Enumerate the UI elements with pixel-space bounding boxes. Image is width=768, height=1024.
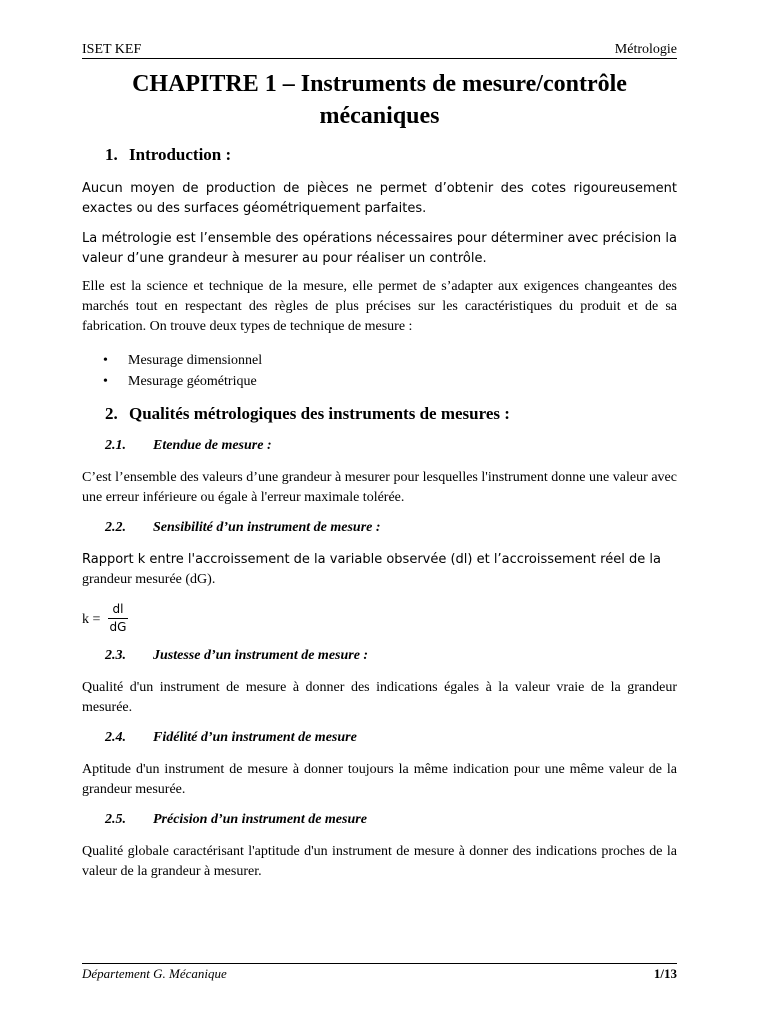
chapter-title-line1: CHAPITRE 1 – Instruments de mesure/contrôle bbox=[132, 71, 627, 97]
formula-fraction bbox=[108, 602, 128, 635]
subsection-2-3-heading: 2.3. Justesse d’un instrument de mesure : bbox=[105, 648, 369, 663]
intro-paragraph-1: Aucun moyen de production de pièces ne permet d’obtenir des cotes rigoureusement exactes ou des surfaces géométriquement parfaites. bbox=[82, 181, 677, 216]
sensitivity-text-line2: grandeur mesurée (dG). bbox=[82, 572, 216, 587]
list-item-text: Mesurage géométrique bbox=[128, 374, 257, 389]
subsection-2-1-heading: 2.1. Etendue de mesure : bbox=[105, 438, 272, 453]
list-item: • Mesurage dimensionnel bbox=[103, 353, 263, 368]
section-1-title: Introduction : bbox=[129, 145, 232, 164]
footer-department: Département G. Mécanique bbox=[82, 966, 227, 981]
list-item: • Mesurage géométrique bbox=[103, 374, 257, 389]
chapter-title bbox=[82, 68, 677, 132]
formula-denominator: dG bbox=[109, 620, 127, 634]
section-2-title: Qualités métrologiques des instruments de mesures : bbox=[129, 404, 510, 423]
subsection-2-5-text: Qualité globale caractérisant l'aptitude d'un instrument de mesure à donner des indications proches de la valeur de la grandeur à mesurer. bbox=[82, 844, 677, 879]
page-header bbox=[82, 40, 677, 60]
sensitivity-text-line1: Rapport k entre l'accroissement de la variable observée (dl) et l’accroissement réel de la bbox=[82, 552, 661, 567]
subsection-2-5-heading: 2.5. Précision d’un instrument de mesure bbox=[105, 812, 367, 827]
subsection-2-2-heading: 2.2. Sensibilité d’un instrument de mesure : bbox=[105, 520, 381, 535]
intro-paragraph-3: Elle est la science et technique de la mesure, elle permet de s’adapter aux exigences changeantes des marchés tout en respectant des règles de plus précises sur les caractéristiques du produit et de sa fabrication. On trouve deux types de technique de mesure : bbox=[82, 279, 677, 334]
subsection-2-2-text bbox=[82, 550, 677, 590]
formula-numerator: dl bbox=[112, 602, 124, 616]
header-divider bbox=[82, 58, 677, 59]
measure-types-list bbox=[82, 350, 677, 392]
footer-divider bbox=[82, 963, 677, 964]
subsection-2-4-text: Aptitude d'un instrument de mesure à donner toujours la même indication pour une même valeur de la grandeur mesurée. bbox=[82, 762, 677, 797]
section-2-heading bbox=[105, 404, 510, 424]
header-institution: ISET KEF bbox=[82, 42, 142, 57]
fraction-bar bbox=[108, 618, 128, 619]
subsection-2-1-text: C’est l’ensemble des valeurs d’une grandeur à mesurer pour lesquelles l'instrument donne une valeur avec une erreur inférieure ou égale à l'erreur maximale tolérée. bbox=[82, 470, 677, 505]
section-1-heading bbox=[105, 145, 231, 165]
section-1-number: 1. bbox=[105, 145, 118, 164]
list-item-text: Mesurage dimensionnel bbox=[128, 353, 263, 368]
formula-lhs: k = bbox=[82, 612, 101, 627]
section-2-number: 2. bbox=[105, 404, 118, 423]
header-subject: Métrologie bbox=[614, 42, 677, 57]
page-number: 1/13 bbox=[653, 966, 677, 981]
intro-paragraph-2: La métrologie est l’ensemble des opérations nécessaires pour déterminer avec précision la valeur d’une grandeur à mesurer au pour réaliser un contrôle. bbox=[82, 231, 677, 266]
document-page bbox=[82, 0, 677, 1024]
chapter-title-line2: mécaniques bbox=[319, 103, 440, 129]
subsection-2-3-text: Qualité d'un instrument de mesure à donner des indications égales à la valeur vraie de la grandeur mesurée. bbox=[82, 680, 677, 715]
subsection-2-4-heading: 2.4. Fidélité d’un instrument de mesure bbox=[105, 730, 357, 745]
